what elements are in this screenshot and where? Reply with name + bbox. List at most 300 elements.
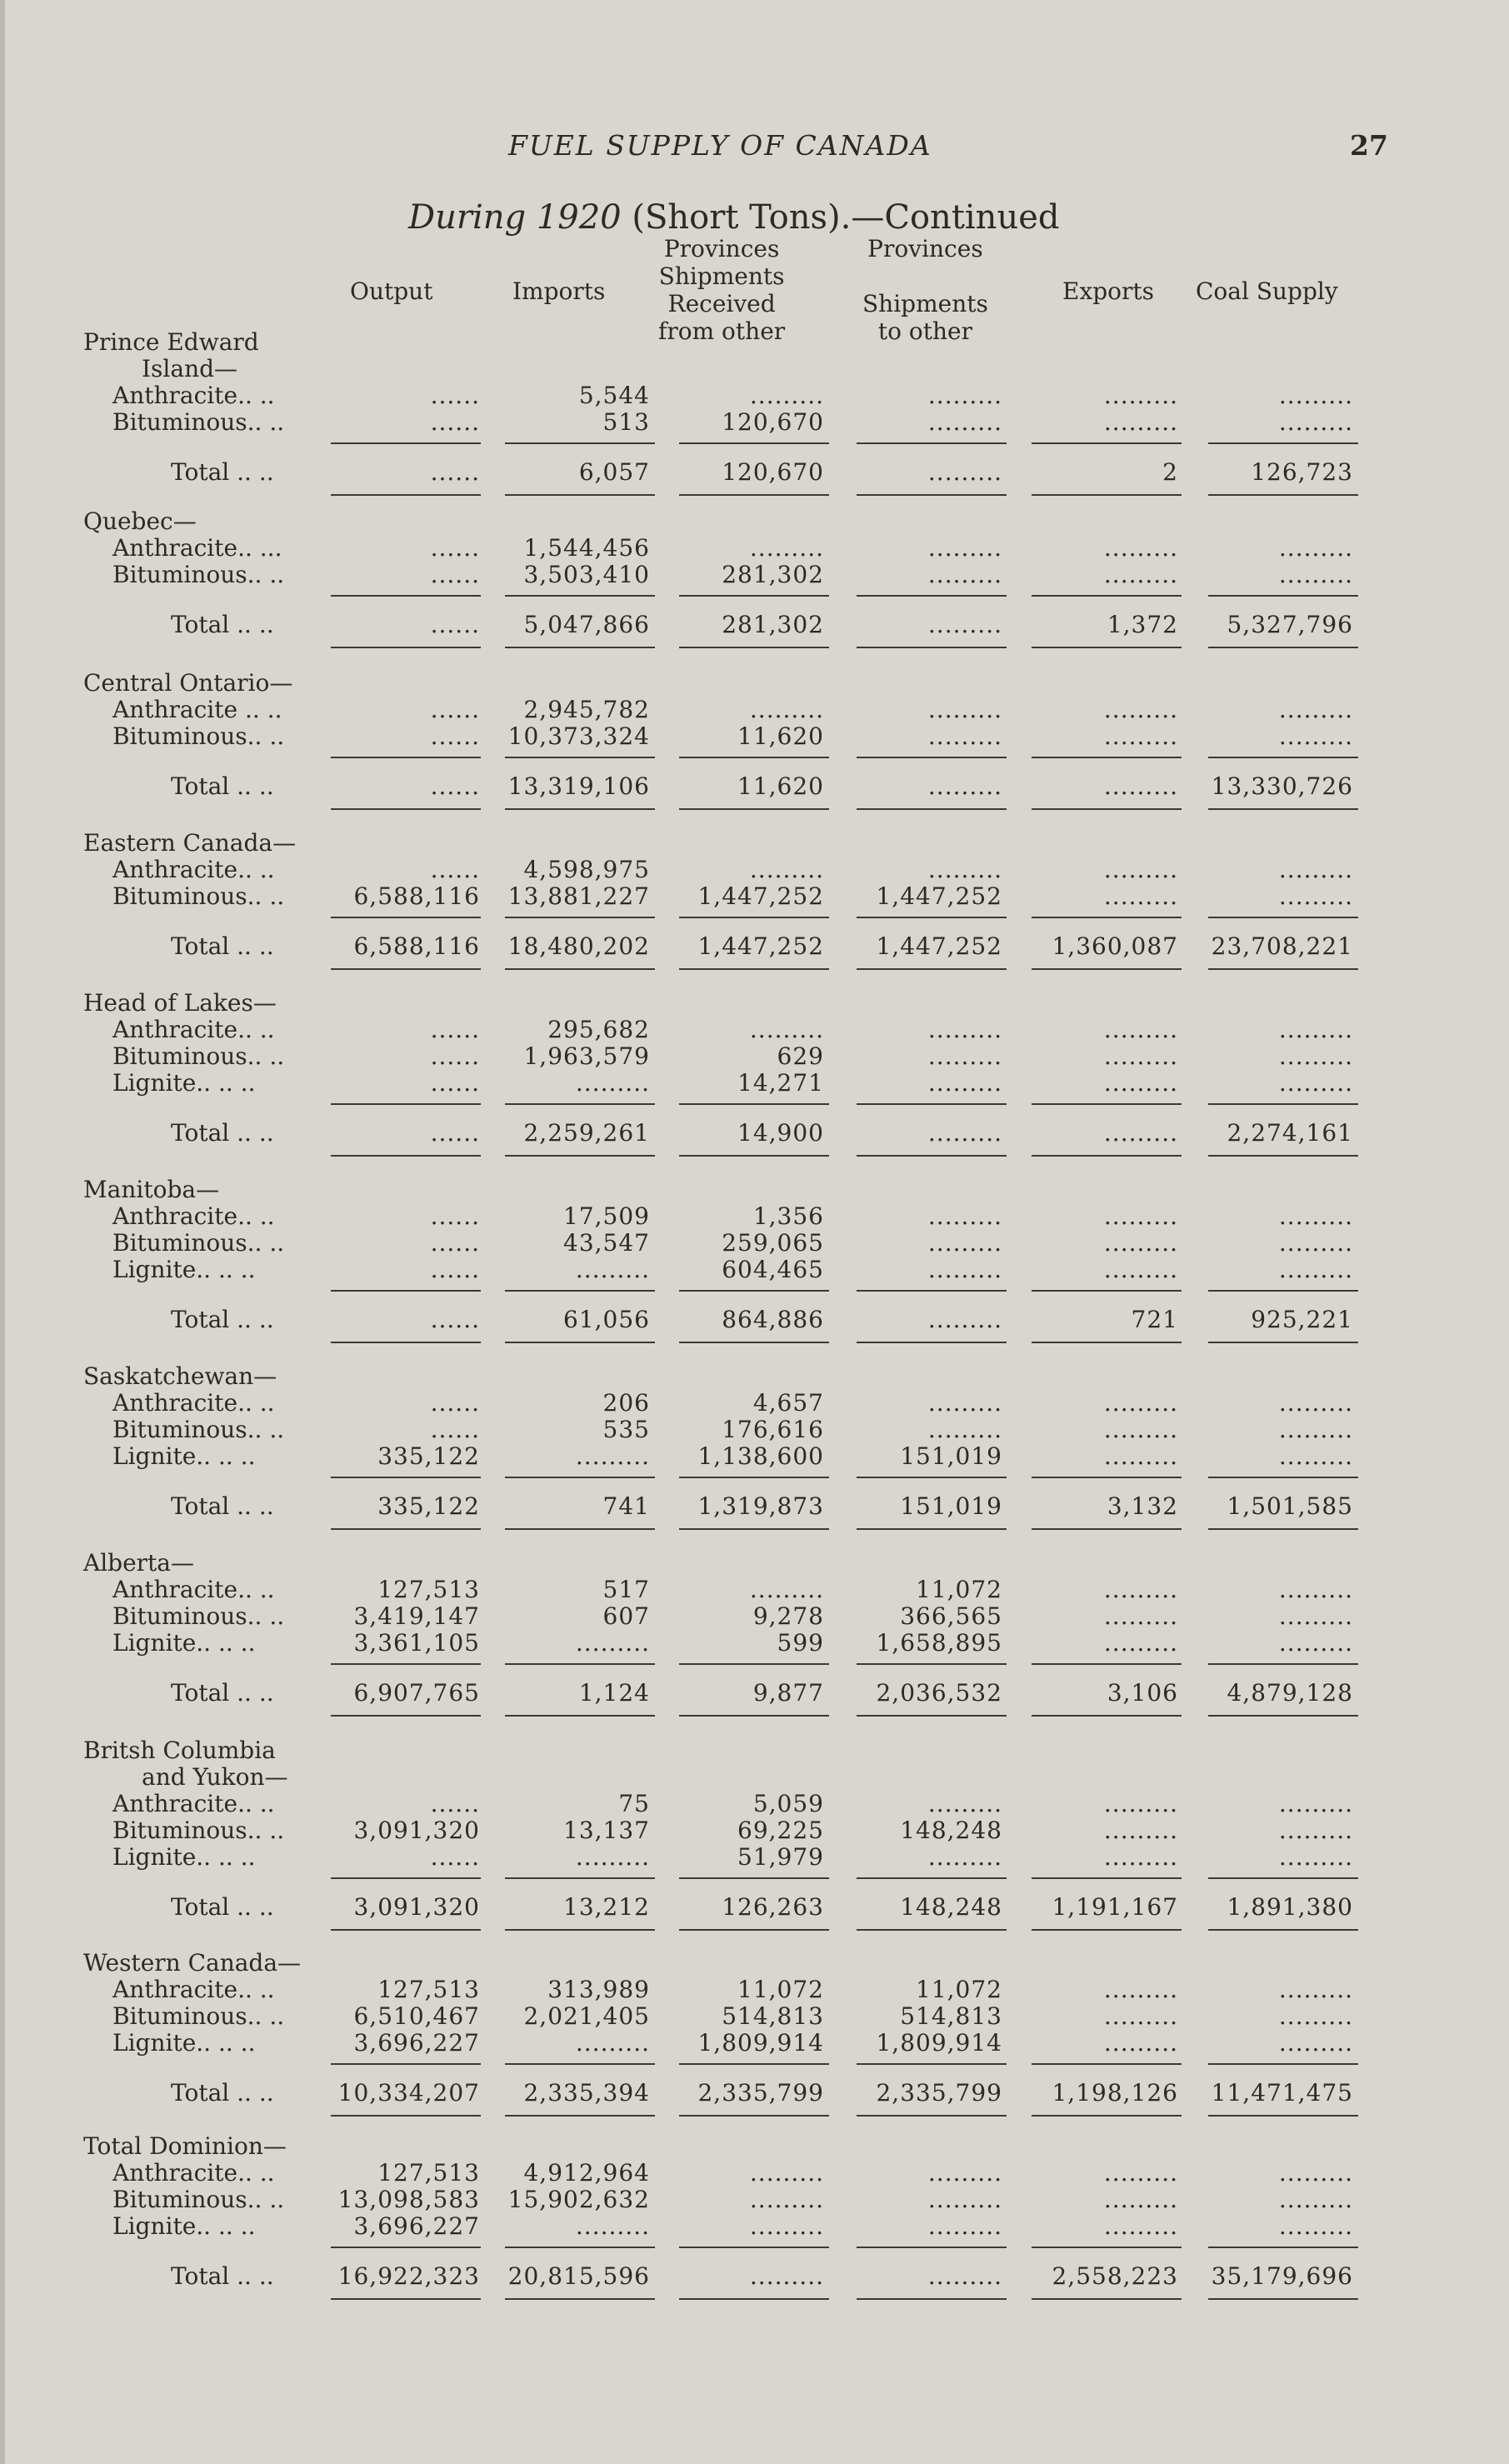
table-cell: ......... bbox=[927, 722, 1002, 750]
table-cell: ......... bbox=[575, 2212, 650, 2240]
table-cell: ......... bbox=[1278, 882, 1353, 910]
total-cell: 11,471,475 bbox=[1211, 2079, 1353, 2107]
section-heading: Western Canada— bbox=[83, 1949, 302, 1977]
total-cell: ...... bbox=[430, 1306, 480, 1333]
table-cell: ...... bbox=[430, 696, 480, 723]
table-cell: ......... bbox=[1278, 1629, 1353, 1657]
table-cell: 11,620 bbox=[737, 722, 824, 750]
total-underline bbox=[505, 968, 655, 970]
table-row bbox=[0, 1443, 1509, 1470]
table-cell: ...... bbox=[430, 1389, 480, 1417]
total-row bbox=[0, 1307, 1509, 1333]
table-cell: 4,657 bbox=[752, 1389, 824, 1417]
table-cell: ......... bbox=[1103, 1790, 1178, 1817]
total-underline bbox=[1208, 494, 1358, 496]
total-rule bbox=[679, 442, 829, 444]
total-rule bbox=[679, 1290, 829, 1292]
table-cell: ......... bbox=[575, 1629, 650, 1657]
total-underline bbox=[1032, 1155, 1182, 1157]
total-underline bbox=[505, 2115, 655, 2117]
table-cell: ......... bbox=[1103, 408, 1178, 436]
total-underline bbox=[331, 968, 481, 970]
table-cell: 514,813 bbox=[900, 2002, 1002, 2030]
total-underline bbox=[1032, 647, 1182, 648]
table-cell: ......... bbox=[1278, 1843, 1353, 1871]
total-underline bbox=[1208, 2298, 1358, 2300]
total-row bbox=[0, 2263, 1509, 2290]
total-underline bbox=[505, 2298, 655, 2300]
total-rule bbox=[505, 1290, 655, 1292]
total-underline bbox=[679, 1715, 829, 1717]
table-cell: ......... bbox=[1103, 2212, 1178, 2240]
table-cell: 13,881,227 bbox=[507, 882, 650, 910]
total-cell: 2,274,161 bbox=[1227, 1119, 1353, 1147]
total-label: Total .. .. bbox=[171, 772, 274, 800]
total-underline bbox=[679, 2115, 829, 2117]
table-cell: 1,447,252 bbox=[876, 882, 1002, 910]
table-cell: ......... bbox=[1103, 1442, 1178, 1470]
section-heading: Central Ontario— bbox=[83, 669, 293, 697]
total-rule bbox=[505, 757, 655, 758]
total-underline bbox=[1208, 647, 1358, 648]
total-underline bbox=[1208, 1155, 1358, 1157]
section-heading: Total Dominion— bbox=[83, 2132, 287, 2160]
table-cell: 1,356 bbox=[752, 1202, 824, 1230]
total-cell: 6,588,116 bbox=[353, 932, 480, 960]
table-cell: ......... bbox=[1103, 1016, 1178, 1043]
table-cell: ......... bbox=[575, 1843, 650, 1871]
total-cell: ...... bbox=[430, 458, 480, 486]
row-label: Anthracite.. .. bbox=[112, 856, 275, 883]
table-cell: ......... bbox=[1103, 1042, 1178, 1070]
row-label: Bituminous.. .. bbox=[112, 408, 285, 436]
total-underline bbox=[1032, 2298, 1182, 2300]
total-cell: 5,047,866 bbox=[523, 611, 650, 638]
total-underline bbox=[1208, 1342, 1358, 1343]
table-cell: 10,373,324 bbox=[507, 722, 650, 750]
table-row bbox=[0, 1257, 1509, 1283]
total-rule bbox=[505, 1103, 655, 1105]
total-rule bbox=[1032, 1663, 1182, 1665]
total-rule bbox=[857, 757, 1007, 758]
table-cell: ...... bbox=[430, 408, 480, 436]
total-underline bbox=[331, 1155, 481, 1157]
table-cell: 2,021,405 bbox=[523, 2002, 650, 2030]
row-label: Lignite.. .. .. bbox=[112, 1629, 256, 1657]
total-cell: 2,558,223 bbox=[1052, 2262, 1178, 2290]
total-underline bbox=[331, 808, 481, 810]
total-underline bbox=[331, 1342, 481, 1343]
table-cell: ......... bbox=[927, 1202, 1002, 1230]
table-cell: ...... bbox=[430, 1042, 480, 1070]
table-cell: ......... bbox=[1103, 2159, 1178, 2187]
table-row bbox=[0, 1577, 1509, 1603]
row-label: Anthracite.. .. bbox=[112, 1576, 275, 1603]
table-cell: ......... bbox=[1103, 1576, 1178, 1603]
total-row bbox=[0, 1680, 1509, 1707]
total-rule bbox=[679, 595, 829, 597]
table-cell: 3,361,105 bbox=[353, 1629, 480, 1657]
table-cell: ......... bbox=[1278, 1790, 1353, 1817]
total-row bbox=[0, 2080, 1509, 2107]
table-cell: ......... bbox=[1278, 696, 1353, 723]
table-cell: ......... bbox=[1103, 1229, 1178, 1257]
table-cell: ...... bbox=[430, 1256, 480, 1283]
table-cell: 3,419,147 bbox=[353, 1602, 480, 1630]
table-cell: ...... bbox=[430, 1069, 480, 1097]
total-cell: 1,198,126 bbox=[1052, 2079, 1178, 2107]
table-cell: 629 bbox=[777, 1042, 824, 1070]
total-cell: 10,334,207 bbox=[337, 2079, 480, 2107]
total-underline bbox=[1032, 1929, 1182, 1931]
total-rule bbox=[679, 1663, 829, 1665]
total-cell: 13,212 bbox=[563, 1893, 650, 1921]
table-cell: ......... bbox=[1103, 2186, 1178, 2213]
table-cell: 517 bbox=[602, 1576, 650, 1603]
total-label: Total .. .. bbox=[171, 1119, 274, 1147]
table-cell: ......... bbox=[1278, 2002, 1353, 2030]
table-cell: ......... bbox=[1278, 1202, 1353, 1230]
total-row bbox=[0, 459, 1509, 486]
section-heading: Eastern Canada— bbox=[83, 829, 297, 857]
total-underline bbox=[857, 494, 1007, 496]
total-underline bbox=[505, 1528, 655, 1530]
total-cell: 13,330,726 bbox=[1211, 772, 1353, 800]
total-cell: 1,447,252 bbox=[876, 932, 1002, 960]
table-cell: ......... bbox=[927, 1042, 1002, 1070]
total-rule bbox=[1032, 917, 1182, 918]
table-cell: 148,248 bbox=[900, 1817, 1002, 1844]
table-cell: ......... bbox=[575, 1069, 650, 1097]
total-rule bbox=[505, 1877, 655, 1879]
table-cell: 1,447,252 bbox=[697, 882, 824, 910]
total-rule bbox=[331, 1877, 481, 1879]
table-cell: ......... bbox=[749, 382, 824, 409]
total-cell: 4,879,128 bbox=[1227, 1679, 1353, 1707]
total-cell: 151,019 bbox=[900, 1492, 1002, 1520]
table-cell: 607 bbox=[602, 1602, 650, 1630]
total-rule bbox=[331, 1663, 481, 1665]
table-cell: 9,278 bbox=[752, 1602, 824, 1630]
table-cell: ......... bbox=[927, 1416, 1002, 1443]
total-rule bbox=[1208, 595, 1358, 597]
table-cell: 1,809,914 bbox=[697, 2029, 824, 2057]
total-rule bbox=[331, 2247, 481, 2248]
total-underline bbox=[1208, 1929, 1358, 1931]
total-cell: 2,335,799 bbox=[697, 2079, 824, 2107]
table-cell: 69,225 bbox=[737, 1817, 824, 1844]
table-cell: 295,682 bbox=[547, 1016, 650, 1043]
total-rule bbox=[857, 595, 1007, 597]
total-rule bbox=[1208, 1477, 1358, 1478]
table-cell: ......... bbox=[1103, 1843, 1178, 1871]
total-underline bbox=[1032, 1528, 1182, 1530]
table-row bbox=[0, 1630, 1509, 1657]
table-cell: ......... bbox=[927, 1256, 1002, 1283]
total-rule bbox=[1208, 442, 1358, 444]
table-row bbox=[0, 2160, 1509, 2187]
total-underline bbox=[679, 808, 829, 810]
total-cell: 126,263 bbox=[722, 1893, 824, 1921]
total-rule bbox=[1032, 1877, 1182, 1879]
table-row bbox=[0, 2187, 1509, 2213]
total-underline bbox=[679, 1528, 829, 1530]
table-cell: ......... bbox=[1103, 722, 1178, 750]
table-cell: ...... bbox=[430, 1229, 480, 1257]
total-underline bbox=[679, 2298, 829, 2300]
row-label: Bituminous.. .. bbox=[112, 882, 285, 910]
table-cell: ......... bbox=[927, 1016, 1002, 1043]
table-cell: ......... bbox=[749, 696, 824, 723]
total-rule bbox=[679, 1477, 829, 1478]
total-cell: 1,360,087 bbox=[1052, 932, 1178, 960]
table-cell: 513 bbox=[602, 408, 650, 436]
table-cell: ......... bbox=[927, 1843, 1002, 1871]
total-underline bbox=[505, 494, 655, 496]
total-rule bbox=[857, 1477, 1007, 1478]
total-underline bbox=[1032, 2115, 1182, 2117]
table-cell: ......... bbox=[927, 561, 1002, 588]
total-rule bbox=[331, 442, 481, 444]
table-cell: 151,019 bbox=[900, 1442, 1002, 1470]
table-cell: ......... bbox=[1278, 1976, 1353, 2003]
table-cell: 75 bbox=[618, 1790, 650, 1817]
total-label: Total .. .. bbox=[171, 1893, 274, 1921]
header-shipped: Provinces Shipments to other bbox=[862, 235, 988, 345]
table-cell: ......... bbox=[1103, 2002, 1178, 2030]
total-rule bbox=[1208, 1663, 1358, 1665]
total-cell: 3,106 bbox=[1107, 1679, 1178, 1707]
total-rule bbox=[679, 917, 829, 918]
total-cell: 13,319,106 bbox=[507, 772, 650, 800]
total-underline bbox=[857, 2115, 1007, 2117]
total-underline bbox=[331, 1528, 481, 1530]
table-row bbox=[0, 409, 1509, 436]
row-label: Anthracite.. .. bbox=[112, 1790, 275, 1817]
total-cell: ......... bbox=[927, 2262, 1002, 2290]
total-rule bbox=[331, 1477, 481, 1478]
table-cell: ...... bbox=[430, 1016, 480, 1043]
total-underline bbox=[679, 1342, 829, 1343]
total-row bbox=[0, 1120, 1509, 1147]
row-label: Anthracite.. .. bbox=[112, 2159, 275, 2187]
table-cell: 13,137 bbox=[563, 1817, 650, 1844]
total-rule bbox=[1032, 442, 1182, 444]
table-cell: 3,503,410 bbox=[523, 561, 650, 588]
total-row bbox=[0, 933, 1509, 960]
total-row bbox=[0, 1493, 1509, 1520]
table-cell: 5,544 bbox=[578, 382, 650, 409]
total-underline bbox=[857, 808, 1007, 810]
table-row bbox=[0, 1043, 1509, 1070]
table-cell: ......... bbox=[1278, 1256, 1353, 1283]
total-cell: ......... bbox=[1103, 1119, 1178, 1147]
table-row bbox=[0, 1417, 1509, 1443]
total-cell: ......... bbox=[927, 772, 1002, 800]
table-cell: ......... bbox=[1278, 382, 1353, 409]
total-cell: 20,815,596 bbox=[507, 2262, 650, 2290]
total-underline bbox=[505, 1342, 655, 1343]
total-underline bbox=[505, 1155, 655, 1157]
table-cell: ......... bbox=[1103, 1629, 1178, 1657]
table-cell: ......... bbox=[749, 1016, 824, 1043]
table-cell: 11,072 bbox=[737, 1976, 824, 2003]
total-label: Total .. .. bbox=[171, 611, 274, 638]
total-cell: 148,248 bbox=[900, 1893, 1002, 1921]
row-label: Anthracite.. .. bbox=[112, 1202, 275, 1230]
total-cell: 741 bbox=[602, 1492, 650, 1520]
table-cell: ......... bbox=[927, 382, 1002, 409]
total-cell: 2 bbox=[1162, 458, 1178, 486]
total-cell: ......... bbox=[927, 458, 1002, 486]
row-label: Bituminous.. .. bbox=[112, 722, 285, 750]
row-label: Anthracite.. .. bbox=[112, 1016, 275, 1043]
table-row bbox=[0, 697, 1509, 723]
total-cell: 1,191,167 bbox=[1052, 1893, 1178, 1921]
table-cell: ......... bbox=[1278, 1416, 1353, 1443]
row-label: Lignite.. .. .. bbox=[112, 2212, 256, 2240]
table-cell: 313,989 bbox=[547, 1976, 650, 2003]
total-row bbox=[0, 773, 1509, 800]
row-label: Lignite.. .. .. bbox=[112, 1843, 256, 1871]
table-cell: 335,122 bbox=[377, 1442, 480, 1470]
total-label: Total .. .. bbox=[171, 2079, 274, 2107]
total-cell: 11,620 bbox=[737, 772, 824, 800]
total-rule bbox=[505, 2247, 655, 2248]
total-cell: ......... bbox=[749, 2262, 824, 2290]
row-label: Lignite.. .. .. bbox=[112, 1069, 256, 1097]
total-cell: 5,327,796 bbox=[1227, 611, 1353, 638]
total-underline bbox=[331, 494, 481, 496]
row-label: Anthracite.. .. bbox=[112, 1389, 275, 1417]
table-row bbox=[0, 535, 1509, 562]
table-cell: 259,065 bbox=[722, 1229, 824, 1257]
table-cell: 3,696,227 bbox=[353, 2029, 480, 2057]
total-cell: 16,922,323 bbox=[337, 2262, 480, 2290]
table-cell: ......... bbox=[1103, 1256, 1178, 1283]
total-rule bbox=[1032, 1477, 1182, 1478]
total-underline bbox=[1032, 1342, 1182, 1343]
total-cell: 6,907,765 bbox=[353, 1679, 480, 1707]
table-cell: ......... bbox=[927, 1229, 1002, 1257]
table-cell: 2,945,782 bbox=[523, 696, 650, 723]
total-rule bbox=[505, 1663, 655, 1665]
table-cell: ......... bbox=[1103, 1976, 1178, 2003]
total-rule bbox=[505, 2063, 655, 2065]
header-received: Provinces Shipments Received from other bbox=[658, 235, 786, 345]
table-cell: 535 bbox=[602, 1416, 650, 1443]
table-row bbox=[0, 1070, 1509, 1097]
total-underline bbox=[1208, 1528, 1358, 1530]
row-label: Bituminous.. .. bbox=[112, 2186, 285, 2213]
total-rule bbox=[679, 2063, 829, 2065]
row-label: Anthracite.. .. bbox=[112, 382, 275, 409]
table-row bbox=[0, 883, 1509, 910]
table-cell: 11,072 bbox=[916, 1576, 1002, 1603]
section-heading-cont: Island— bbox=[142, 355, 238, 382]
total-underline bbox=[857, 1715, 1007, 1717]
table-cell: ......... bbox=[1278, 856, 1353, 883]
table-cell: 6,510,467 bbox=[353, 2002, 480, 2030]
table-cell: 604,465 bbox=[722, 1256, 824, 1283]
total-cell: 335,122 bbox=[377, 1492, 480, 1520]
table-cell: ......... bbox=[1103, 1069, 1178, 1097]
table-cell: 1,544,456 bbox=[523, 534, 650, 562]
total-underline bbox=[331, 647, 481, 648]
total-underline bbox=[857, 1342, 1007, 1343]
total-underline bbox=[331, 2298, 481, 2300]
total-rule bbox=[505, 595, 655, 597]
total-cell: ......... bbox=[1103, 772, 1178, 800]
table-cell: 514,813 bbox=[722, 2002, 824, 2030]
total-cell: 3,091,320 bbox=[353, 1893, 480, 1921]
table-cell: ......... bbox=[1278, 1389, 1353, 1417]
table-cell: ......... bbox=[1278, 408, 1353, 436]
total-underline bbox=[1208, 1715, 1358, 1717]
table-cell: 1,809,914 bbox=[876, 2029, 1002, 2057]
total-rule bbox=[331, 757, 481, 758]
section-heading: Prince Edward bbox=[83, 328, 259, 356]
total-cell: 120,670 bbox=[722, 458, 824, 486]
table-cell: ......... bbox=[927, 1069, 1002, 1097]
table-cell: ......... bbox=[1278, 534, 1353, 562]
total-rule bbox=[505, 1477, 655, 1478]
section-heading: Head of Lakes— bbox=[83, 989, 277, 1017]
table-cell: ......... bbox=[1103, 1202, 1178, 1230]
table-cell: ......... bbox=[1278, 1576, 1353, 1603]
total-label: Total .. .. bbox=[171, 458, 274, 486]
total-label: Total .. .. bbox=[171, 932, 274, 960]
table-cell: 599 bbox=[777, 1629, 824, 1657]
total-rule bbox=[857, 1103, 1007, 1105]
table-cell: ......... bbox=[1103, 534, 1178, 562]
total-rule bbox=[331, 1290, 481, 1292]
table-cell: 43,547 bbox=[563, 1229, 650, 1257]
total-cell: 1,447,252 bbox=[697, 932, 824, 960]
total-rule bbox=[331, 1103, 481, 1105]
total-cell: ...... bbox=[430, 1119, 480, 1147]
total-label: Total .. .. bbox=[171, 1306, 274, 1333]
table-cell: 51,979 bbox=[737, 1843, 824, 1871]
total-cell: 2,335,394 bbox=[523, 2079, 650, 2107]
total-underline bbox=[1032, 494, 1182, 496]
subtitle-units: (Short Tons).—Continued bbox=[621, 198, 1060, 237]
row-label: Bituminous.. .. bbox=[112, 1229, 285, 1257]
header-exports: Exports bbox=[1062, 277, 1155, 305]
total-underline bbox=[679, 968, 829, 970]
total-cell: 1,372 bbox=[1107, 611, 1178, 638]
total-label: Total .. .. bbox=[171, 1679, 274, 1707]
table-cell: 13,098,583 bbox=[337, 2186, 480, 2213]
table-row bbox=[0, 2003, 1509, 2030]
table-row bbox=[0, 1817, 1509, 1844]
total-cell: ...... bbox=[430, 772, 480, 800]
table-cell: ......... bbox=[575, 1256, 650, 1283]
row-label: Lignite.. .. .. bbox=[112, 1442, 256, 1470]
table-cell: ......... bbox=[749, 1576, 824, 1603]
total-rule bbox=[857, 442, 1007, 444]
row-label: Lignite.. .. .. bbox=[112, 2029, 256, 2057]
total-underline bbox=[857, 968, 1007, 970]
total-rule bbox=[505, 442, 655, 444]
total-cell: 6,057 bbox=[578, 458, 650, 486]
total-cell: 126,723 bbox=[1251, 458, 1353, 486]
total-row bbox=[0, 1894, 1509, 1921]
table-cell: ......... bbox=[1103, 1817, 1178, 1844]
total-underline bbox=[679, 647, 829, 648]
section-heading: Britsh Columbia bbox=[83, 1737, 276, 1764]
table-row bbox=[0, 382, 1509, 409]
